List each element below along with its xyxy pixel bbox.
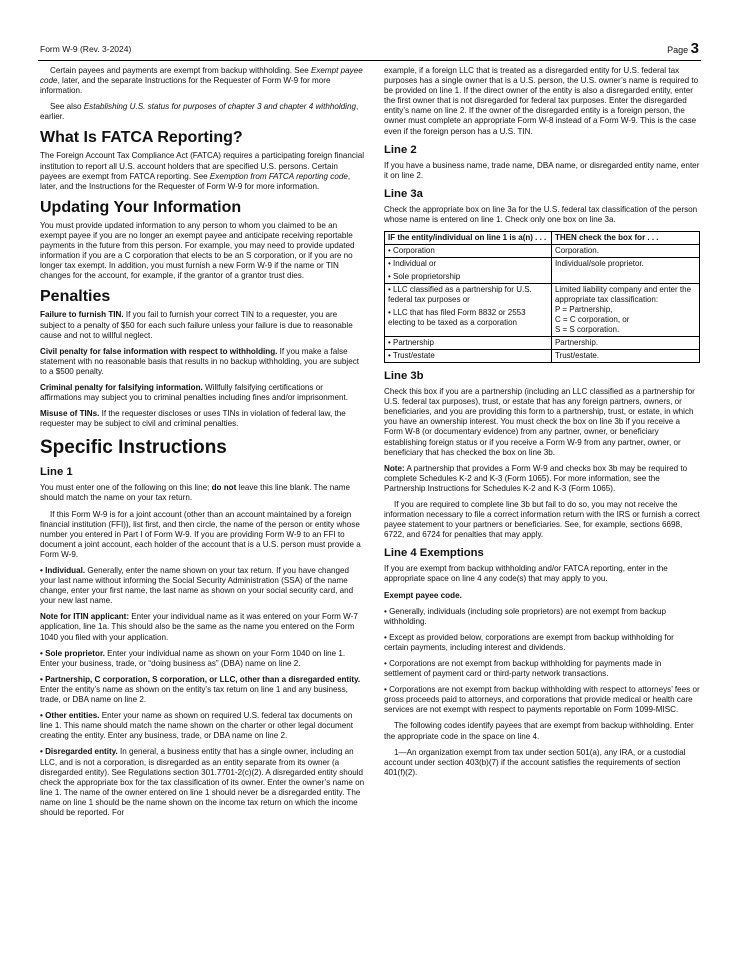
line1-heading: Line 1 xyxy=(40,466,73,479)
table-cell: • LLC classified as a partnership for U.S. federal tax purposes or • LLC that has filed Form 8832 or 2553 electing to be taxed as a corporation xyxy=(385,284,552,337)
table-cell: Individual/sole proprietor. xyxy=(551,258,699,284)
line1-paragraph: You must enter one of the following on this line; do not leave this line blank. The name should match the name on your tax return. xyxy=(40,483,350,503)
list-item: • Corporations are not exempt from backup withholding with respect to attorneys’ fees or gross proceeds paid to attorneys, and corporations that provide medical or health care services are not exempt with respect to payments reportable on Form 1099-MISC. xyxy=(384,685,700,715)
list-item: • Corporations are not exempt from backup withholding for payments made in settlement of payment card or third-party network transactions. xyxy=(384,659,662,679)
table-row xyxy=(385,258,700,284)
line2-paragraph: If you have a business name, trade name, DBA name, or disregarded entity name, enter it on line 2. xyxy=(384,160,700,180)
sole-proprietor-item: • Sole proprietor. Enter your individual name as shown on your Form 1040 on line 1. Enter your business, trade, or “doing business as” (DBA) name on line 2. xyxy=(40,648,346,668)
page-number-value: 3 xyxy=(690,40,699,57)
line3b-required-paragraph: If you are required to complete line 3b but fail to do so, you may not receive the information necessary to file a correct information return with the IRS or furnish a correct payee statement to your partners or beneficiaries. See, for example, sections 6698, 6722, and 6724 for penalties that may apply. xyxy=(384,499,700,540)
table-cell: Trust/estate. xyxy=(551,350,699,363)
table-cell: Limited liability company and enter the appropriate tax classification: P = Partnership, C = C corporation, or S = S corporation. xyxy=(551,284,699,337)
continued-paragraph: example, if a foreign LLC that is treated as a disregarded entity for U.S. federal tax purposes has a single owner that is a U.S. person, the U.S. owner’s name is required to be provided on line 1. If the direct owner of the entity is also a disregarded entity, enter the first owner that is not disregarded for federal tax purposes. Enter the disregarded entity’s name on line 2. If the owner of the disregarded entity is a foreign person, the owner must complete an appropriate Form W-8 instead of a Form W-9. This is the case even if the foreign person has a U.S. TIN. xyxy=(384,66,699,136)
table-row xyxy=(385,284,700,337)
disregarded-entity-item: • Disregarded entity. In general, a business entity that has a single owner, including an LLC, and is not a corporation, is disregarded as an entity separate from its owner (a disregarded entity). See Regulations section 301.7701-2(c)(2). A disregarded entity should check the appropriate box for the tax classification of its owner. Enter the owner’s name on line 1. The name of the owner entered on line 1 should never be a disregarded entity. The name on line 1 should be the name shown on the income tax return on which the income should be reported. For xyxy=(40,747,365,817)
line3a-paragraph: Check the appropriate box on line 3a for the U.S. federal tax classification of the person whose name is entered on line 1. Check only one box on line 3a. xyxy=(384,204,698,224)
list-item: • Except as provided below, corporations are exempt from backup withholding for certain payments, including interest and dividends. xyxy=(384,632,674,652)
line2-heading: Line 2 xyxy=(384,143,417,156)
classification-table xyxy=(384,231,700,363)
line3b-heading: Line 3b xyxy=(384,370,424,383)
table-cell: Partnership. xyxy=(551,337,699,350)
penalty-misuse: Misuse of TINs. If the requester discloses or uses TINs in violation of federal law, the requester may be subject to civil and criminal penalties. xyxy=(40,409,346,429)
individual-item: • Individual. Generally, enter the name shown on your tax return. If you have changed your last name without informing the Social Security Administration (SSA) of the name change, enter your first name, the last name as shown on your social security card, and your new last name. xyxy=(40,566,354,606)
line3b-note: Note: A partnership that provides a Form W-9 and checks box 3b may be required to complete Schedules K-2 and K-3 (Form 1065). For more information, see the Partnership Instructions for Schedules K-2 and K-3 (Form 1065). xyxy=(384,463,688,493)
line3a-heading: Line 3a xyxy=(384,187,423,200)
penalties-heading: Penalties xyxy=(40,288,111,306)
left-column xyxy=(40,66,365,824)
table-cell: • Corporation xyxy=(385,245,552,258)
table-header-cell: IF the entity/individual on line 1 is a(n) . . . xyxy=(385,232,552,245)
page-header xyxy=(38,38,701,61)
line3b-paragraph: Check this box if you are a partnership (including an LLC classified as a partnership for U.S. federal tax purposes), trust, or estate that has any foreign partners, owners, or beneficiaries, and you are providing this form to a partnership, trust, or estate, in which you have an ownership interest. You must check the box on line 3b if you receive a Form W-8 (or documentary evidence) from any partner, owner, or beneficiary establishing foreign status or if you receive a Form W-9 from any partner, owner, or beneficiary that has checked the box on line 3b. xyxy=(384,387,695,457)
table-cell: • Trust/estate xyxy=(385,350,552,363)
penalty-criminal: Criminal penalty for falsifying information. Willfully falsifying certifications or affirmations may subject you to criminal penalties including fines and/or imprisonment. xyxy=(40,382,349,403)
fatca-paragraph: The Foreign Account Tax Compliance Act (FATCA) requires a participating foreign financial institution to report all U.S. account holders that are specified U.S. persons. Certain payees are exempt from FATCA reporting. See Exemption from FATCA reporting code, later, and the Instructions for the Requester of Form W-9 for more information. xyxy=(40,151,365,191)
codes-paragraph: The following codes identify payees that are exempt from backup withholding. Enter the appropriate code in the space on line 4. xyxy=(384,721,694,741)
joint-account-paragraph: If this Form W-9 is for a joint account (other than an account maintained by a foreign financial institution (FFI)), list first, and then circle, the name of the person or entity whose number you entered in Part I of Form W-9. If you are providing Form W-9 to an FFI to document a joint account, each holder of the account that is a U.S. person must provide a Form W-9. xyxy=(40,509,361,559)
table-row xyxy=(385,245,700,258)
penalty-tin: Failure to furnish TIN. If you fail to furnish your correct TIN to a requester, you are subject to a penalty of $50 for each such failure unless your failure is due to reasonable cause and not to willful neglect. xyxy=(40,310,353,340)
code-1-item: 1—An organization exempt from tax under section 501(a), any IRA, or a custodial account under section 403(b)(7) if the account satisfies the requirements of section 401(f)(2). xyxy=(384,747,686,777)
form-revision: Form W-9 (Rev. 3-2024) xyxy=(40,44,132,54)
itin-note: Note for ITIN applicant: Enter your individual name as it was entered on your Form W-7 application, line 1a. This should also be the same as the name you entered on the Form 1040 you filed with your application. xyxy=(40,612,358,642)
table-header-row xyxy=(385,232,700,245)
list-item: • Generally, individuals (including sole proprietors) are not exempt from backup withholding. xyxy=(384,606,667,626)
updating-paragraph: You must provide updated information to any person to whom you claimed to be an exempt payee if you are no longer an exempt payee and anticipate receiving reportable payments in the future from this person. For example, you may need to provide updated information if you are a C corporation that elects to be an S corporation, or if you are no longer tax exempt. In addition, you must furnish a new Form W-9 if the name or TIN changes for the account, for example, if the grantor of a grantor trust dies. xyxy=(40,220,355,281)
penalty-civil: Civil penalty for false information with respect to withholding. If you make a false statement with no reasonable basis that results in no backup withholding, you are subject to a $500 penalty. xyxy=(40,346,359,376)
right-column xyxy=(384,66,700,784)
partnership-item: • Partnership, C corporation, S corporation, or LLC, other than a disregarded entity. Enter the entity’s name as shown on the entity’s tax return on line 1 and any business, trade, or DBA name on line 2. xyxy=(40,674,361,705)
exempt-payees-paragraph: Certain payees and payments are exempt from backup withholding. See Exempt payee code, later, and the separate Instructions for the Requester of Form W-9 for more information. xyxy=(40,66,363,96)
page-number xyxy=(667,40,699,57)
table-row xyxy=(385,350,700,363)
table-cell: • Individual or • Sole proprietorship xyxy=(385,258,552,284)
table-header-cell: THEN check the box for . . . xyxy=(551,232,699,245)
table-cell: • Partnership xyxy=(385,337,552,350)
fatca-heading: What Is FATCA Reporting? xyxy=(40,129,243,147)
see-also-paragraph: See also Establishing U.S. status for purposes of chapter 3 and chapter 4 withholding, earlier. xyxy=(40,102,359,122)
updating-heading: Updating Your Information xyxy=(40,198,242,216)
table-row xyxy=(385,337,700,350)
table-cell: Corporation. xyxy=(551,245,699,258)
exempt-payee-code-heading: Exempt payee code. xyxy=(384,590,462,600)
page-label: Page xyxy=(667,45,689,55)
line4-paragraph: If you are exempt from backup withholding and/or FATCA reporting, enter in the appropriate space on line 4 any code(s) that may apply to you. xyxy=(384,564,668,584)
line4-heading: Line 4 Exemptions xyxy=(384,547,484,560)
specific-instructions-heading: Specific Instructions xyxy=(40,437,227,459)
other-entities-item: • Other entities. Enter your name as shown on required U.S. federal tax documents on line 1. This name should match the name shown on the charter or other legal document creating the entity. Enter any business, trade, or DBA name on line 2. xyxy=(40,711,353,741)
